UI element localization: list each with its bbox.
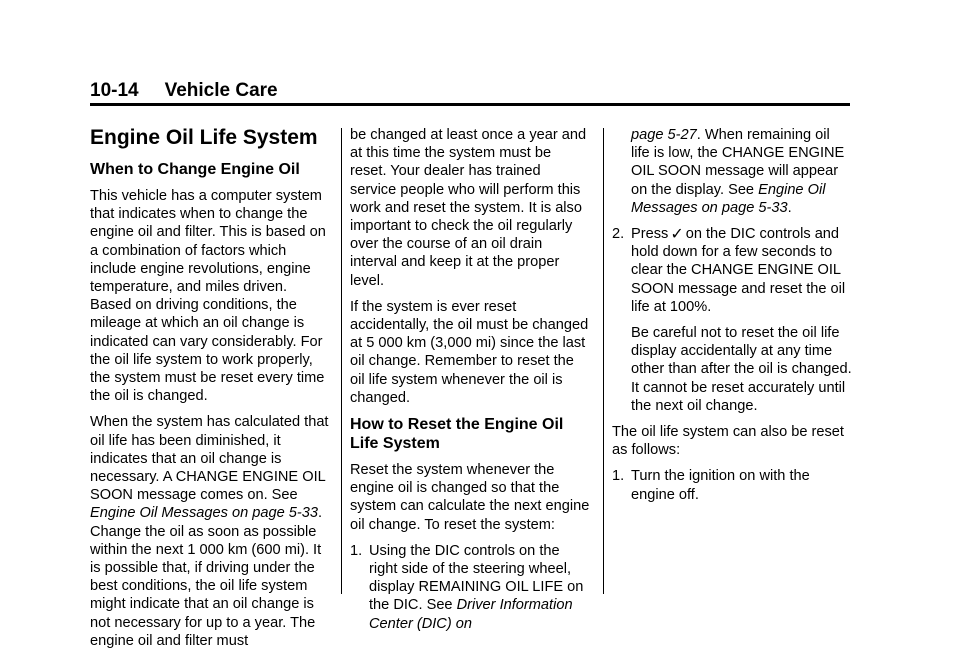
step-1: [350, 542, 590, 633]
step-text: Using the DIC controls on the right side of the steering wheel, display REMAINING OIL LIFE on the DIC. See: [369, 542, 584, 614]
section-title: Vehicle Care: [164, 80, 278, 101]
paragraph-reset-accidentally: If the system is ever reset accidentally, the oil must be changed at 5 000 km (3,000 mi) since the last oil change. Remember to reset the oil life system whenever the oil is changed.: [350, 298, 589, 406]
step-number: 1.: [350, 542, 363, 559]
step-2: [612, 225, 852, 316]
text-segment: .: [787, 199, 792, 216]
xref-engine-oil-messages[interactable]: Engine Oil Messages on page 5-33: [90, 505, 318, 522]
step-text: Press: [631, 226, 669, 243]
xref-page-5-27[interactable]: page 5-27: [631, 127, 697, 143]
step-2-caution: Be careful not to reset the oil life display accidentally at any time other than after the oil is changed. It cannot be reset accurately until the next oil change.: [631, 325, 852, 414]
text-segment: . When remaining oil life is low, the CHANGE ENGINE OIL SOON message will appear on the display. See: [631, 127, 845, 198]
column-2: [350, 126, 590, 641]
text-segment: . Change the oil as soon as possible within the next 1 000 km (600 mi). It is possible that, if driving under the best conditions, the oil life system might indicate that an oil change is not necessary for up to a year. The engine oil and filter must: [90, 505, 323, 649]
step-text: on the DIC controls and hold down for a few seconds to clear the CHANGE ENGINE OIL SOON message and reset the oil life at 100%.: [631, 226, 846, 315]
step-number: 2.: [612, 226, 625, 243]
paragraph-computer-system: This vehicle has a computer system that indicates when to change the engine oil and filter. This is based on a combination of factors which include engine revolutions, engine temperature, and miles driven. Based on driving conditions, the mileage at which an oil change is indicated can vary considerably. For the oil life system to work properly, the system must be reset every time the oil is changed.: [90, 188, 326, 405]
column-3: [612, 126, 852, 512]
header-rule: [90, 103, 850, 106]
page-header: [90, 80, 278, 102]
xref-driver-information-center[interactable]: Driver Information Center (DIC) on: [369, 597, 573, 632]
step-1-continued: [612, 126, 852, 217]
paragraph-oil-life-diminished: [90, 413, 330, 650]
text-segment: When the system has calculated that oil life has been diminished, it indicates that an oil change is necessary. A CHANGE ENGINE OIL SOON message comes on. See: [90, 414, 329, 504]
column-divider-2: [603, 128, 604, 594]
step-text: Turn the ignition on with the engine off.: [631, 468, 810, 503]
subheading-when-to-change: When to Change Engine Oil: [90, 161, 300, 178]
paragraph-change-once-a-year: be changed at least once a year and at this time the system must be reset. Your dealer has trained service people who will perform this work and reset the system. It is also important to check the oil regularly over the course of an oil drain interval and keep it at the proper level.: [350, 127, 587, 289]
column-1: [90, 126, 330, 658]
step-number: 1.: [612, 468, 625, 485]
paragraph-also-reset: The oil life system can also be reset as follows:: [612, 424, 844, 459]
subheading-how-to-reset: How to Reset the Engine Oil Life System: [350, 416, 564, 453]
xref-engine-oil-messages-2[interactable]: Engine Oil Messages on page 5-33: [631, 181, 826, 216]
step-alt-1: [612, 467, 852, 503]
paragraph-reset-intro: Reset the system whenever the engine oil is changed so that the system can calculate the next engine oil change. To reset the system:: [350, 462, 590, 533]
page-title: Engine Oil Life System: [90, 126, 318, 149]
column-divider-1: [341, 128, 342, 594]
page-number: 10-14: [90, 80, 139, 101]
checkmark-icon: ✓: [670, 226, 684, 244]
